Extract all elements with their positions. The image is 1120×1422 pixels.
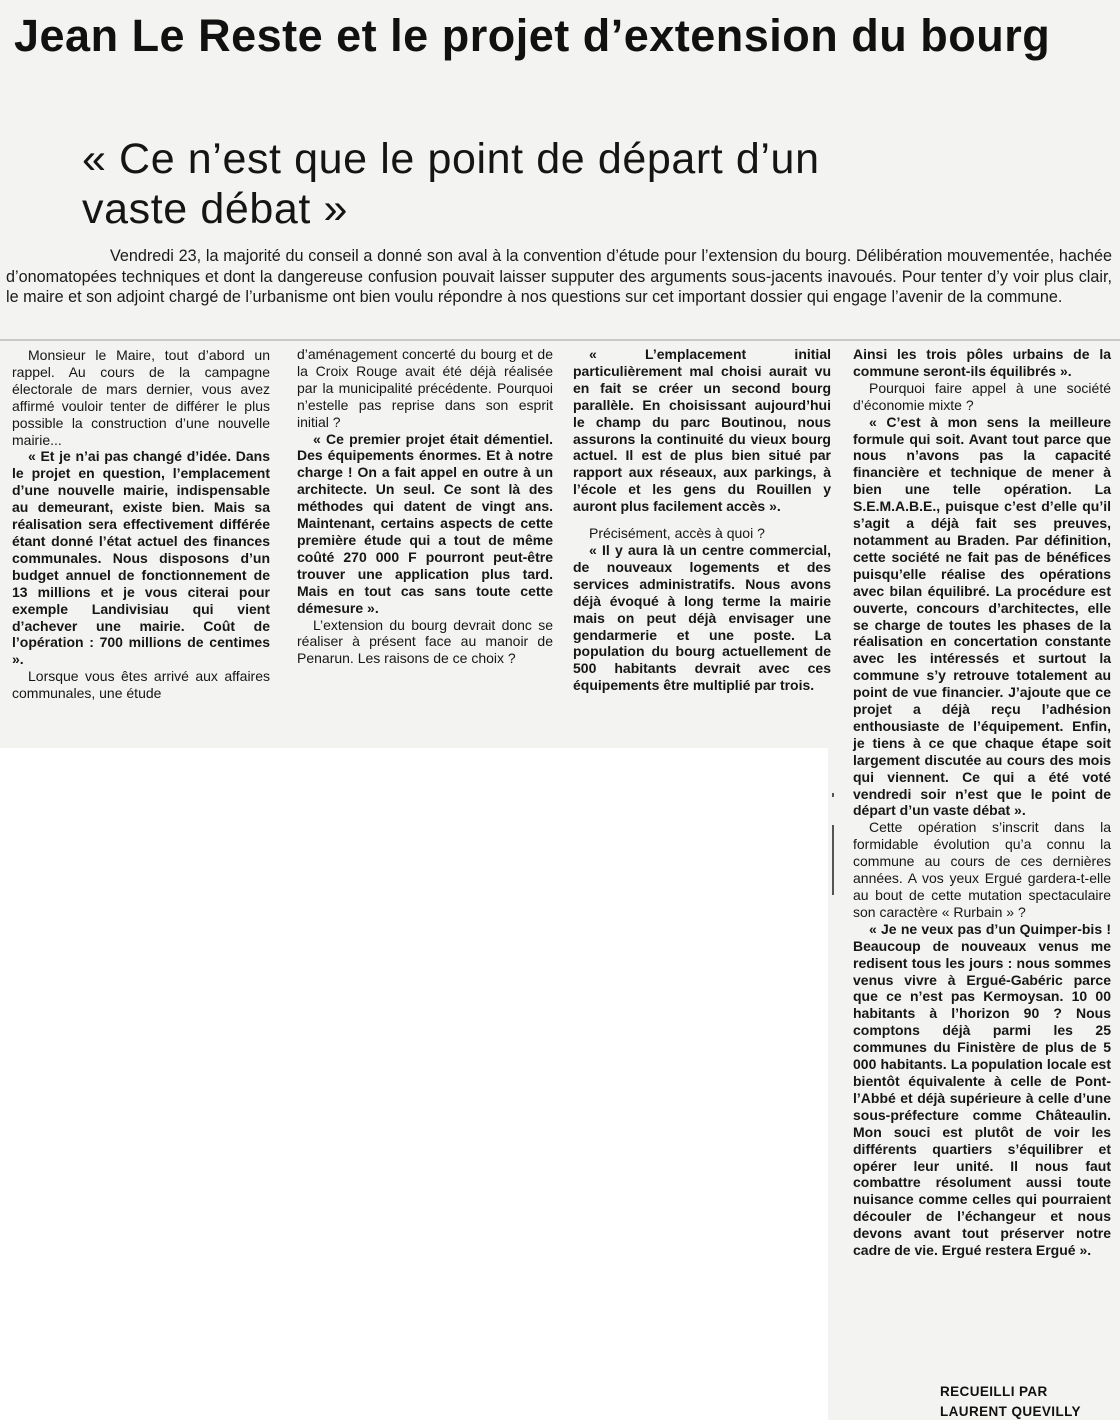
answer [853,414,1111,820]
question: Monsieur le Maire, tout d’abord un rappel. Au cours de la campagne électorale de mars dernier, vous avez affirmé vouloir tenter de différer le plus possible la construction d’une nouvelle mairie... [12,347,270,448]
answer [853,346,1111,380]
column-3 [573,346,831,694]
answer-text: « Ce premier projet était démentiel. Des équipements énormes. Et à notre charge ! On a fait appel en outre à un architecte. Un seul. Ce sont là des méthodes qui datent de vingt ans. Maintenant, certains aspects de cette première étude qui a tout de même coûté 270 000 F pourront peut-être trouver une application plus tard. Mais en tout cas sans toute cette démesure ». [297,430,553,616]
question: Cette opération s’inscrit dans la formidable évolution qu’a connu la commune au cours de ces dernières années. A vos yeux Ergué gardera-t-elle au bout de cette mutation spectaculaire son caractère « Rurbain » ? [853,819,1111,920]
answer [12,448,270,668]
article-subtitle: « Ce n’est que le point de départ d’un vaste débat » [82,135,820,233]
answer-text: « C’est à mon sens la meilleure formule qui soit. Avant tout parce que nous n’avons pas la capacité financière et technique de mener à bien une telle opération. La S.E.M.A.B.E., puisque c’est d’elle qu’il s’agit a déjà fait ses preuves, notamment au Braden. Par définition, cette société ne fait pas de bénéfices puisqu’elle réalise des opérations avec bilan équilibré. La procédure est ouverte, concours d’architectes, elle se charge de toutes les phases de la réalisation en concertation constante avec les intéressés et surtout la commune s’y retrouve totalement au point de vue financier. J’ajoute que ce projet a déjà reçu l’adhésion enthousiaste de l’équipement. Enfin, je tiens à ce que chaque étape soit largement discutée au cours des mois qui viennent. Ce qui a été voté vendredi soir n’est que le point de départ d’un vaste débat ». [853,413,1111,819]
byline [940,1382,1110,1422]
column-4 [853,346,1111,1259]
answer-text: « L’emplacement initial particulièrement mal choisi aurait vu en fait se créer un second bourg parallèle. En choisissant aujourd’hui le champ du parc Boutinou, nous assurons la continuité du vieux bourg actuel. Il est de plus bien situé par rapport aux réseaux, aux parkings, à l’école et les gens du Rouillen y auront plus facilement accès ». [573,346,831,515]
column-1 [12,347,270,702]
question: Pourquoi faire appel à une société d’économie mixte ? [853,379,1111,413]
column-2 [297,346,553,667]
byline-author: LAURENT QUEVILLY [940,1404,1081,1419]
margin-mark [832,825,834,895]
column-separator-line [0,339,1120,341]
answer-text: « Il y aura là un centre commercial, de nouveaux logements et des services administratifs. Nous avons déjà évoqué à long terme la mairie mais on peut déjà envisager une gendarmerie et une poste. La population du bourg actuellement de 500 habitants devrait avec ces équipements être multiplié par trois. [573,541,831,694]
answer-text: Ainsi les trois pôles urbains de la commune seront-ils équilibrés ». [853,346,1111,379]
answer-text: « Je ne veux pas d’un Quimper-bis ! Beaucoup de nouveaux venus me redisent tous les jours : nous sommes venus vivre à Ergué-Gabéric parce que ce n’est pas Kermoysan. 10 00 habitants à l’horizon 90 ? Nous comptons déjà parmi les 25 communes du Finistère de plus de 5 000 habitants. La population locale est bientôt équivalente à celle de Pont-l’Abbé et déjà supérieure à celle d’une sous-préfecture comme Châteaulin. Mon souci est plutôt de voir les différents quartiers s’équilibrer et opérer leur unité. Il nous faut combattre résolument aussi toute nuisance comme celles qui pourraient découler de l’échangeur et nous devons avant tout préserver notre cadre de vie. Ergué restera Ergué ». [853,920,1111,1259]
article-lead [6,246,1112,308]
question: Précisément, accès à quoi ? [589,525,765,542]
question: Lorsque vous êtes arrivé aux affaires communales, une étude [12,668,270,702]
margin-mark [832,793,834,797]
answer [573,542,831,694]
answer-text: « Et je n’ai pas changé d’idée. Dans le projet en question, l’emplacement d’une nouvelle mairie, indispensable au demeurant, existe bien. Mais sa réalisation sera effectivement différée étant donné l’état actuel des finances communales. Nous disposons d’un budget annuel de fonctionnement de 13 millions et je vous citerai pour exemple Landivisiau qui vient d’achever une mairie. Coût de l’opération : 700 millions de centimes ». [12,448,270,668]
blank-area [0,748,828,1420]
answer [853,921,1111,1259]
answer [573,346,831,515]
byline-line: RECUEILLI PAR [940,1384,1048,1399]
article-title: Jean Le Reste et le projet d’extension du bourg [14,10,1051,61]
answer [297,431,553,617]
question: L’extension du bourg devrait donc se réaliser à présent face au manoir de Penarun. Les raisons de ce choix ? [297,616,553,667]
lead-text: Vendredi 23, la majorité du conseil a donné son aval à la convention d’étude pour l’extension du bourg. Délibération mouvementée, hachée d’onomatopées techniques et dont la dangereuse confusion pouvait laisser supputer des arguments sous-jacents inavoués. Pour tenter d’y voir plus clair, le maire et son adjoint chargé de l’urbanisme ont bien voulu répondre à nos questions sur cet important dossier qui engage l’avenir de la commune. [6,247,1112,306]
question: d’aménagement concerté du bourg et de la Croix Rouge avait été déjà réalisée par la municipalité précédente. Pourquoi n’estelle pas reprise dans son esprit initial ? [297,346,553,430]
